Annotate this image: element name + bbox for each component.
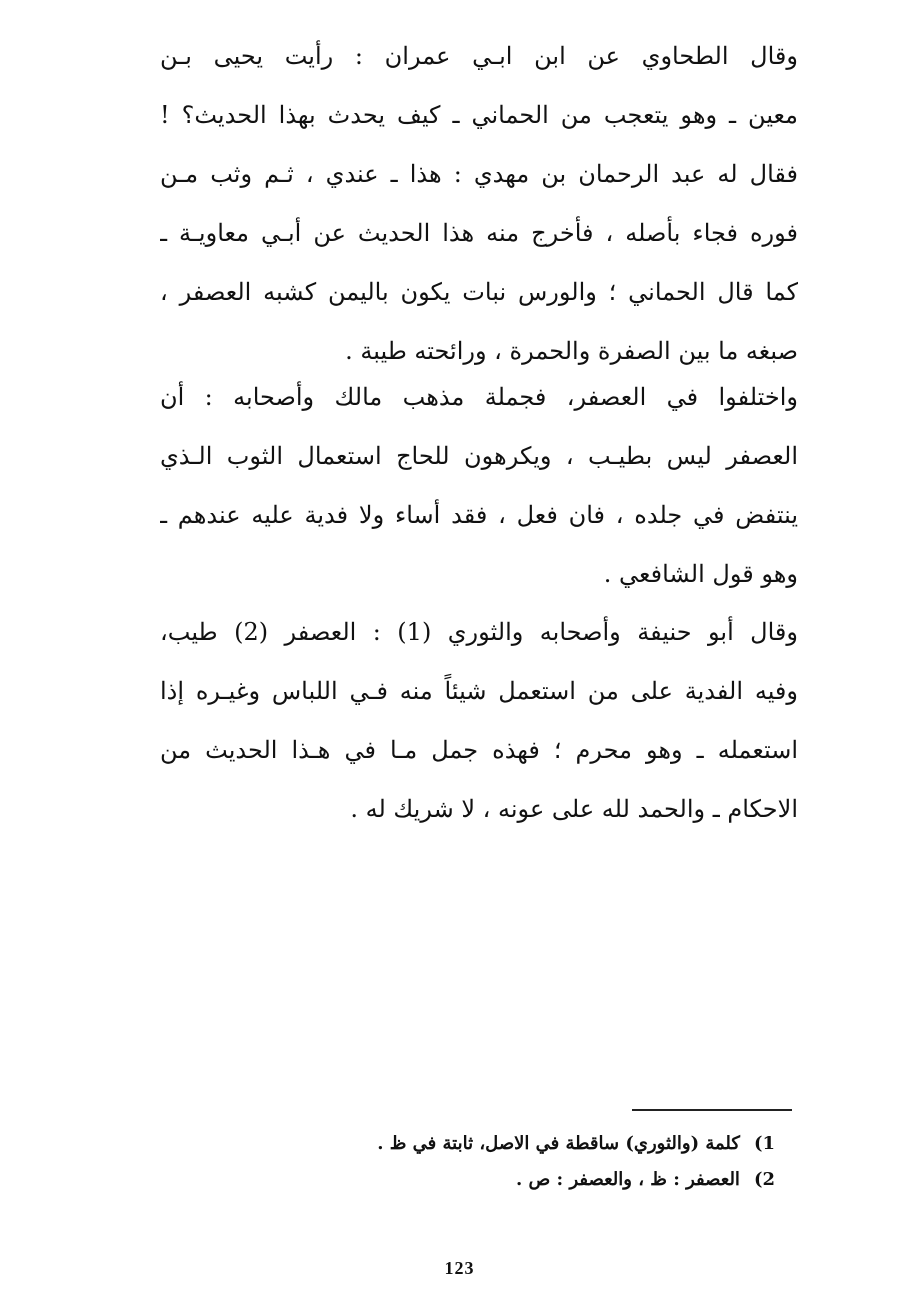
text-line: وقال الطحاوي عن ابن ابـي عمران : رأيت يحيى بـن [160, 42, 798, 70]
text-line: واختلفوا في العصفر، فجملة مذهب مالك وأصحابه : أن [160, 383, 798, 411]
footnotes [260, 1126, 775, 1198]
text-line: وقال أبو حنيفة وأصحابه والثوري (1) : العصفر (2) طيب، [160, 618, 798, 646]
footnote-1 [260, 1126, 775, 1162]
text-line: فقال له عبد الرحمان بن مهدي : هذا ـ عندي ، ثـم وثب مـن [160, 160, 798, 188]
text-line: فوره فجاء بأصله ، فأخرج منه هذا الحديث عن أبـي معاويـة ـ [160, 219, 798, 247]
text-line: صبغه ما بين الصفرة والحمرة ، ورائحته طيبة . [345, 337, 798, 365]
footnote-number: 2) [753, 1169, 775, 1190]
footnote-text: العصفر : ظ ، والعصفر : ص . [515, 1169, 740, 1190]
footnote-number: 1) [753, 1133, 775, 1154]
footnote-divider [632, 1109, 792, 1111]
text-line: معين ـ وهو يتعجب من الحماني ـ كيف يحدث بهذا الحديث؟ ! [160, 101, 798, 129]
text-line: الاحكام ـ والحمد لله على عونه ، لا شريك له . [350, 795, 798, 823]
footnote-2 [260, 1162, 775, 1198]
paragraph-2 [160, 368, 798, 604]
paragraph-3 [160, 603, 798, 839]
text-line: استعمله ـ وهو محرم ؛ فهذه جمل مـا في هـذا الحديث من [160, 736, 798, 764]
text-line: وفيه الفدية على من استعمل شيئاً منه فـي اللباس وغيـره إذا [160, 677, 798, 705]
text-line: وهو قول الشافعي . [603, 560, 798, 588]
text-line: العصفر ليس بطيـب ، ويكرهون للحاج استعمال الثوب الـذي [160, 442, 798, 470]
paragraph-1 [160, 27, 798, 381]
footnote-text: كلمة (والثوري) ساقطة في الاصل، ثابتة في ظ . [377, 1133, 740, 1154]
page-number: 123 [444, 1258, 475, 1278]
text-line: كما قال الحماني ؛ والورس نبات يكون باليمن كشبه العصفر ، [160, 278, 798, 306]
text-line: ينتفض في جلده ، فان فعل ، فقد أساء ولا فدية عليه عندهم ـ [160, 501, 798, 529]
